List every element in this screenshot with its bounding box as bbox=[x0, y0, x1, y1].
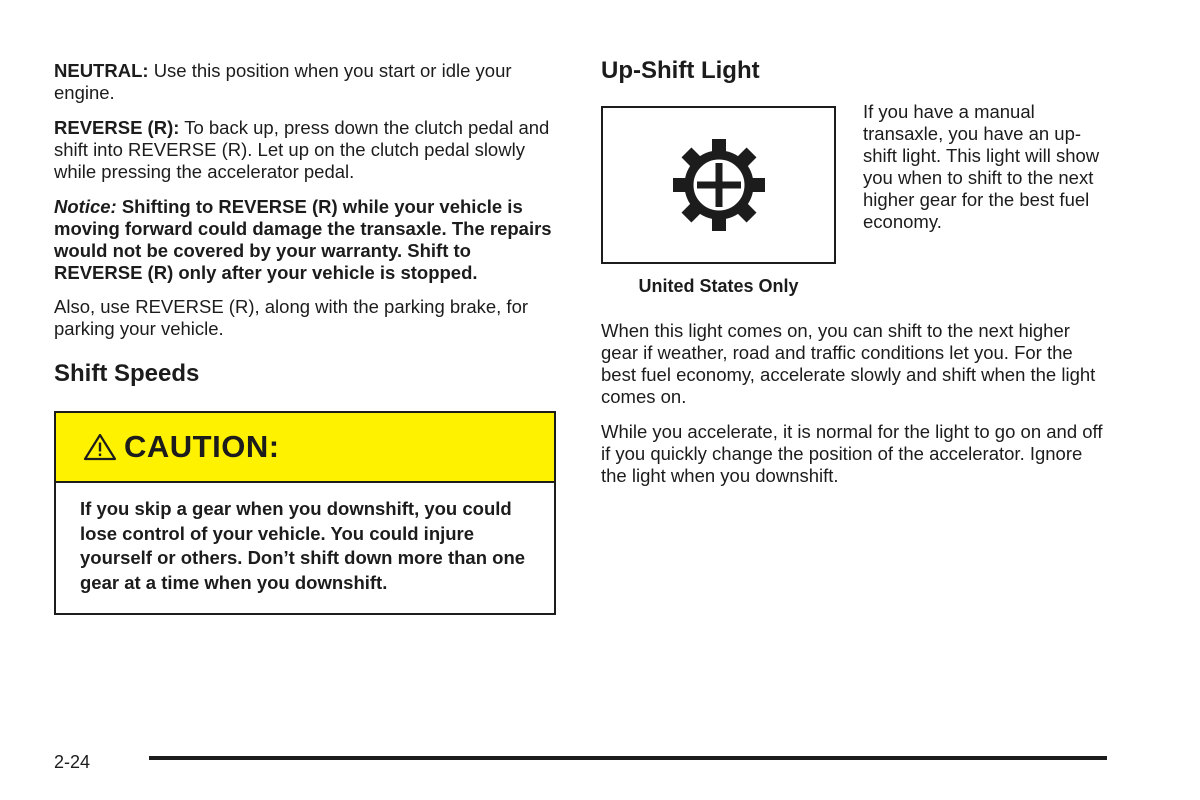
caution-header bbox=[56, 413, 554, 483]
shift-speeds-heading: Shift Speeds bbox=[54, 360, 200, 387]
notice-paragraph bbox=[54, 196, 559, 284]
upshift-figure-row bbox=[601, 101, 1111, 264]
reverse-paragraph bbox=[54, 117, 559, 183]
neutral-paragraph bbox=[54, 60, 559, 104]
upshift-figure-text: If you have a manual transaxle, you have an up-shift light. This light will show you when to shift to the next higher gear for the best fuel economy. bbox=[863, 101, 1100, 232]
also-paragraph: Also, use REVERSE (R), along with the parking brake, for parking your vehicle. bbox=[54, 296, 529, 339]
caution-title: CAUTION: bbox=[124, 429, 280, 464]
reverse-label: REVERSE (R): bbox=[54, 117, 180, 138]
footer-rule bbox=[149, 756, 1107, 760]
notice-text: Shifting to REVERSE (R) while your vehicle is moving forward could damage the transaxle. The repairs would not be covered by your warranty. Shift to REVERSE (R) only after your vehicle is stopped. bbox=[54, 196, 552, 283]
page-number: 2-24 bbox=[54, 752, 91, 772]
upshift-figure bbox=[601, 106, 836, 264]
neutral-text: Use this position when you start or idle your engine. bbox=[54, 60, 512, 103]
warning-triangle-icon bbox=[82, 432, 118, 462]
upshift-heading: Up-Shift Light bbox=[601, 57, 760, 84]
upshift-paragraph-1: When this light comes on, you can shift to the next higher gear if weather, road and traffic conditions let you. For the best fuel economy, accelerate slowly and shift when the light comes on. bbox=[601, 320, 1096, 407]
reverse-text: To back up, press down the clutch pedal and shift into REVERSE (R). Let up on the clutch pedal slowly while pressing the accelerator pedal. bbox=[54, 117, 550, 182]
left-column bbox=[54, 60, 559, 615]
caution-body: If you skip a gear when you downshift, you could lose control of your vehicle. You could injure yourself or others. Don’t shift down more than one gear at a time when you downshift. bbox=[80, 498, 526, 593]
upshift-paragraph-2: While you accelerate, it is normal for the light to go on and off if you quickly change the position of the accelerator. Ignore the light when you downshift. bbox=[601, 421, 1103, 486]
right-column bbox=[601, 56, 1111, 487]
caution-box bbox=[54, 411, 556, 615]
neutral-label: NEUTRAL: bbox=[54, 60, 149, 81]
figure-caption: United States Only bbox=[638, 276, 799, 296]
notice-label: Notice: bbox=[54, 196, 117, 217]
gear-plus-icon bbox=[664, 130, 774, 240]
